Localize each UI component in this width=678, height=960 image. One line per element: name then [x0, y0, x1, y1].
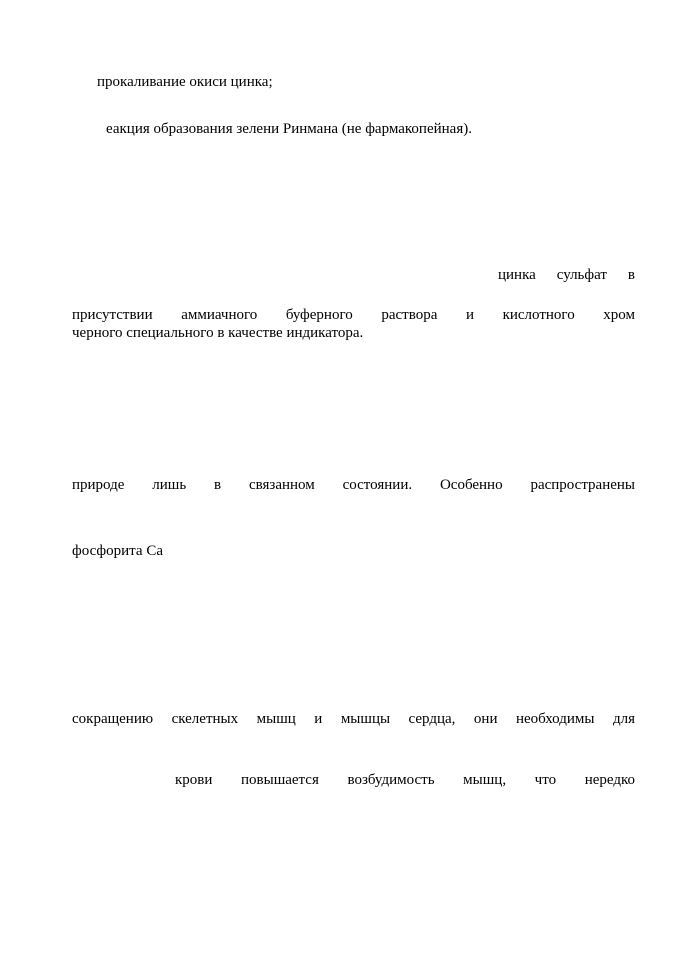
text-line: природе лишь в связанном состоянии. Особенно распространены: [72, 477, 635, 493]
text-line: черного специального в качестве индикатора.: [72, 325, 364, 341]
text-line: прокаливание окиси цинка;: [97, 74, 273, 90]
text-line: сокращению скелетных мышц и мышцы сердца, они необходимы для: [72, 711, 635, 727]
text-line: цинка сульфат в: [498, 267, 635, 283]
text-line: присутствии аммиачного буферного раствора и кислотного хром: [72, 307, 635, 323]
text-line: фосфорита Са: [72, 543, 163, 559]
text-line: крови повышается возбудимость мышц, что нередко: [175, 772, 635, 788]
text-line: еакция образования зелени Ринмана (не фармакопейная).: [106, 121, 472, 137]
